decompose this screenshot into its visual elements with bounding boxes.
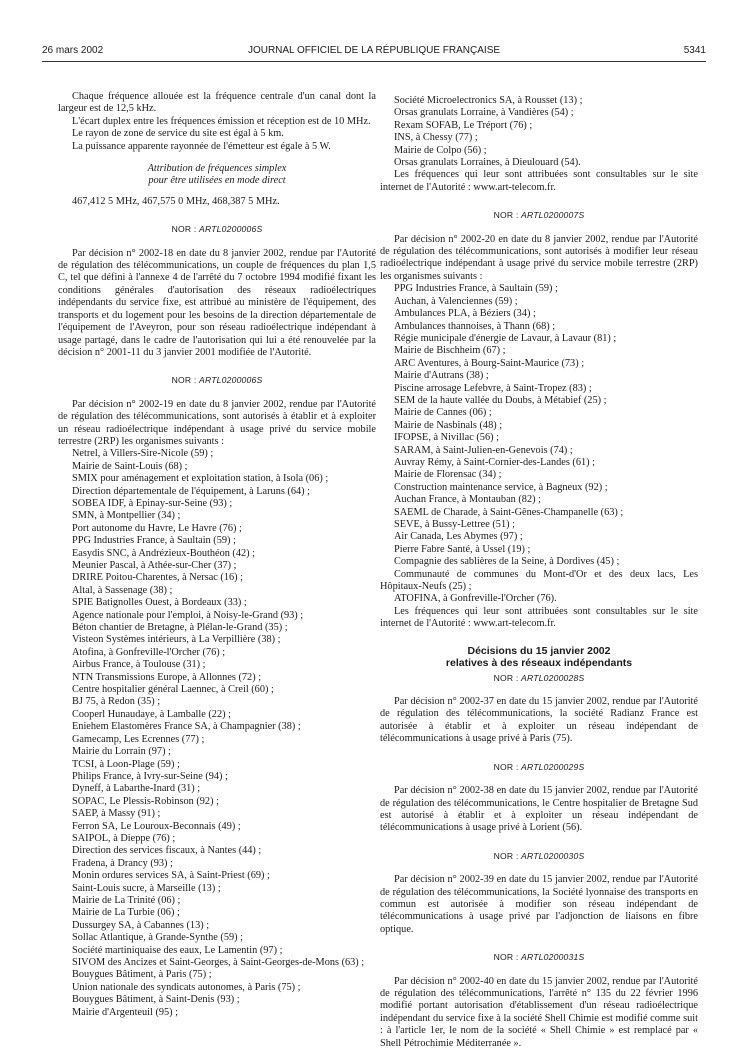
list-item: Bouygues Bâtiment, à Saint-Denis (93) ; bbox=[72, 994, 240, 1006]
nor-label: NOR : bbox=[171, 375, 197, 386]
header-journal-title: JOURNAL OFFICIEL DE LA RÉPUBLIQUE FRANÇAISE bbox=[247, 45, 501, 56]
decision-paragraph: Par décision n° 2002-38 en date du 15 janvier 2002, rendue par l'Autorité de régulation des télécommunications, le Centre hospitalier de Bretagne Sud est autorisé à établir et à exploiter un réseau indépendant de télécommunications à usage privé à Lorient (56). bbox=[380, 785, 698, 834]
frequency-note: Les fréquences qui leur sont attribuées sont consultables sur le site internet de l'Autorité : www.art-telecom.fr. bbox=[380, 169, 698, 193]
list-item: IFOPSE, à Nivillac (56) ; bbox=[394, 432, 499, 444]
header-page-number: 5341 bbox=[683, 45, 706, 56]
list-item: INS, à Chessy (77) ; bbox=[394, 132, 478, 144]
list-item: BJ 75, à Redon (35) ; bbox=[72, 696, 161, 708]
list-item: Centre hospitalier général Laennec, à Creil (60) ; bbox=[72, 684, 274, 696]
intro-paragraph: Chaque fréquence allouée est la fréquence centrale d'un canal dont la largeur est de 12,5 kHz. bbox=[58, 91, 376, 115]
nor-label: NOR : bbox=[493, 850, 519, 861]
nor-reference bbox=[380, 672, 698, 684]
list-item: SEM de la haute vallée du Doubs, à Métabief (25) ; bbox=[394, 394, 607, 406]
list-item: Cooperl Hunaudaye, à Lamballe (22) ; bbox=[72, 708, 231, 720]
list-item: SMIX pour aménagement et exploitation station, à Isola (06) ; bbox=[72, 473, 329, 485]
list-item: Mairie de Bischheim (67) ; bbox=[394, 345, 506, 357]
attribution-title bbox=[58, 163, 376, 188]
decision-paragraph: Par décision n° 2002-39 en date du 15 janvier 2002, rendue par l'Autorité de régulation des télécommunications, la Société lyonnaise des transports en commun est autorisée à modifier son réseau indépendant de télécommunications à usage privé par l'adjonction de liaisons en fibre optique. bbox=[380, 874, 698, 935]
list-item: Mairie d'Argenteuil (95) ; bbox=[72, 1006, 179, 1018]
list-item: Port autonome du Havre, Le Havre (76) ; bbox=[72, 522, 242, 534]
list-item: Pierre Fabre Santé, à Ussel (19) ; bbox=[394, 543, 531, 555]
list-item: Mairie du Lorrain (97) ; bbox=[72, 746, 171, 758]
list-item: Sollac Atlantique, à Grande-Synthe (59) ; bbox=[72, 932, 243, 944]
list-item: Auchan France, à Montauban (82) ; bbox=[394, 494, 541, 506]
nor-code: ARTL0200007S bbox=[521, 210, 585, 221]
nor-label: NOR : bbox=[171, 224, 197, 235]
nor-code: ARTL0200006S bbox=[199, 224, 263, 235]
list-item: SEVE, à Bussy-Lettree (51) ; bbox=[394, 519, 515, 530]
list-item: Gamecamp, Les Ecrennes (77) ; bbox=[72, 733, 205, 745]
nor-reference bbox=[58, 223, 376, 235]
list-item: ATOFINA, à Gonfreville-l'Orcher (76). bbox=[394, 593, 557, 605]
frequency-note: Les fréquences qui leur sont attribuées sont consultables sur le site internet de l'Autorité : www.art-telecom.fr. bbox=[380, 605, 698, 630]
decision-paragraph: Par décision n° 2002-18 en date du 8 janvier 2002, rendue par l'Autorité de régulation des télécommunications, un couple de fréquences du plan 1,5 C, tel que défini à l'annexe 4 de l'arrêté du 7 octobre 1994 modifié fixant les conditions générales d'autorisation des réseaux radioélectriques indépendants du service fixe, est attribué au ministère de l'équipement, des transports et du logement pour les besoins de la direction départementale de l'équipement de l'Aveyron, pour son réseau radioélectrique indépendant à usage partagé, dans le cadre de l'autorisation qui lui a été renouvelée par la décision n° 2001-11 du 3 janvier 2001 modifiée de l'Autorité. bbox=[58, 247, 376, 358]
nor-code: ARTL0200029S bbox=[521, 761, 585, 772]
list-item: Compagnie des sablières de la Seine, à Dordives (45) ; bbox=[394, 556, 620, 568]
nor-reference bbox=[380, 761, 698, 773]
list-item: Mairie de La Turbie (06) ; bbox=[72, 907, 180, 919]
list-item: Saint-Louis sucre, à Marseille (13) ; bbox=[72, 882, 221, 894]
list-item: Béton chantier de Bretagne, à Plélan-le-Grand (35) ; bbox=[72, 622, 288, 634]
list-item: Mairie de Cannes (06) ; bbox=[394, 407, 492, 419]
list-item: Auvray Rémy, à Saint-Cornier-des-Landes (61) ; bbox=[394, 456, 596, 468]
list-item: Mairie d'Autrans (38) ; bbox=[394, 370, 489, 382]
list-item: Agence nationale pour l'emploi, à Noisy-le-Grand (93) ; bbox=[72, 609, 304, 621]
nor-code: ARTL0200031S bbox=[521, 952, 585, 963]
list-item: Ambulances thannoises, à Thann (68) ; bbox=[394, 320, 556, 332]
list-item: Communauté de communes du Mont-d'Or et des deux lacs, Les Hôpitaux-Neufs (25) ; bbox=[380, 568, 698, 593]
list-item: Direction départementale de l'équipement, à Laruns (64) ; bbox=[72, 485, 311, 497]
list-item: Air Canada, Les Abymes (97) ; bbox=[394, 531, 523, 543]
list-item: SOPAC, Le Plessis-Robinson (92) ; bbox=[72, 795, 219, 807]
list-item: SOBEA IDF, à Epinay-sur-Seine (93) ; bbox=[72, 497, 233, 509]
intro-paragraph: La puissance apparente rayonnée de l'émetteur est égale à 5 W. bbox=[72, 140, 331, 152]
list-item: Eniehem Elastomères France SA, à Champagnier (38) ; bbox=[72, 721, 301, 733]
nor-label: NOR : bbox=[493, 672, 519, 683]
list-item: SAIPOL, à Dieppe (76) ; bbox=[72, 832, 176, 844]
nor-reference bbox=[380, 850, 698, 862]
list-item: Auchan, à Valenciennes (59) ; bbox=[394, 295, 518, 307]
list-item: Monin ordures services SA, à Saint-Priest (69) ; bbox=[72, 870, 270, 882]
section-title-line: Décisions du 15 janvier 2002 bbox=[467, 644, 611, 657]
list-item: Orsas granulats Lorraine, à Vandières (54) ; bbox=[394, 107, 574, 119]
list-item: Piscine arrosage Lefebvre, à Saint-Tropez (83) ; bbox=[394, 382, 592, 394]
list-item: Construction maintenance service, à Bagneux (92) ; bbox=[394, 481, 608, 493]
list-item: SAEP, à Massy (91) ; bbox=[72, 808, 161, 820]
nor-label: NOR : bbox=[493, 761, 519, 772]
list-item: Dyneff, à Labarthe-Inard (31) ; bbox=[72, 783, 201, 795]
list-item: Régie municipale d'énergie de Lavaur, à Lavaur (81) ; bbox=[394, 332, 617, 344]
header-date: 26 mars 2002 bbox=[42, 45, 104, 56]
list-item: Easydis SNC, à Andrézieux-Bouthéon (42) ; bbox=[72, 547, 256, 559]
list-item: Bouygues Bâtiment, à Paris (75) ; bbox=[72, 969, 212, 981]
list-item: Société martiniquaise des eaux, Le Lamentin (97) ; bbox=[72, 944, 283, 956]
list-item: Dussurgey SA, à Cabannes (13) ; bbox=[72, 919, 210, 931]
list-item: DRIRE Poitou-Charentes, à Nersac (16) ; bbox=[72, 572, 243, 584]
attribution-title-line: Attribution de fréquences simplex bbox=[147, 163, 287, 175]
decision-paragraph: Par décision n° 2002-19 en date du 8 janvier 2002, rendue par l'Autorité de régulation des télécommunications, sont autorisés à établir et à exploiter un réseau radioélectrique indépendant à usage privé du service mobile terrestre (2RP) les organismes suivants : bbox=[58, 398, 376, 447]
nor-code: ARTL0200028S bbox=[521, 672, 585, 683]
list-item: Mairie de Florensac (34) ; bbox=[394, 469, 502, 481]
organism-list-continued bbox=[380, 95, 698, 169]
frequency-list: 467,412 5 MHz, 467,575 0 MHz, 468,387 5 MHz. bbox=[72, 195, 280, 207]
list-item: SAEML de Charade, à Saint-Gênes-Champanelle (63) ; bbox=[394, 506, 624, 518]
list-item: Netrel, à Villers-Sire-Nicole (59) ; bbox=[72, 448, 214, 460]
nor-label: NOR : bbox=[493, 952, 519, 963]
list-item: Visteon Systèmes intérieurs, à La Verpillière (38) ; bbox=[72, 634, 281, 646]
section-title bbox=[380, 645, 698, 670]
nor-code: ARTL0200006S bbox=[199, 375, 263, 386]
organism-list bbox=[380, 283, 698, 606]
list-item: Mairie de Nasbinals (48) ; bbox=[394, 419, 503, 431]
page-header bbox=[42, 45, 706, 59]
list-item: Meunier Pascal, à Athée-sur-Cher (37) ; bbox=[72, 560, 237, 571]
nor-reference bbox=[380, 209, 698, 221]
list-item: Philips France, à Ivry-sur-Seine (94) ; bbox=[72, 770, 228, 782]
list-item: Rexam SOFAB, Le Tréport (76) ; bbox=[394, 119, 533, 131]
list-item: Altal, à Sassenage (38) ; bbox=[72, 584, 173, 596]
list-item: Mairie de La Trinité (06) ; bbox=[72, 894, 181, 906]
list-item: Orsas granulats Lorraines, à Dieulouard (54). bbox=[394, 157, 581, 169]
list-item: NTN Transmissions Europe, à Allonnes (72) ; bbox=[72, 671, 262, 683]
list-item: SIVOM des Ancizes et Saint-Georges, à Saint-Georges-de-Mons (63) ; bbox=[72, 957, 365, 968]
header-rule bbox=[42, 61, 706, 62]
nor-label: NOR : bbox=[493, 210, 519, 221]
nor-reference bbox=[58, 374, 376, 386]
list-item: Ambulances PLA, à Béziers (34) ; bbox=[394, 308, 536, 320]
list-item: Ferron SA, Le Louroux-Beconnais (49) ; bbox=[72, 820, 241, 832]
list-item: Atofina, à Gonfreville-l'Orcher (76) ; bbox=[72, 646, 226, 658]
decision-paragraph: Par décision n° 2002-20 en date du 8 janvier 2002, rendue par l'Autorité de régulation des télécommunications, sont autorisés à modifier leur réseau radioélectrique indépendant à usage privé du service mobile terrestre (2RP) les organismes suivants : bbox=[380, 233, 698, 282]
intro-paragraph: L'écart duplex entre les fréquences émission et réception est de 10 MHz. bbox=[72, 115, 371, 127]
organism-list bbox=[58, 448, 376, 1019]
list-item: SPIE Batignolles Ouest, à Bordeaux (33) ; bbox=[72, 597, 247, 609]
list-item: SARAM, à Saint-Julien-en-Genevois (74) ; bbox=[394, 444, 573, 456]
list-item: TCSI, à Loon-Plage (59) ; bbox=[72, 758, 180, 770]
left-column bbox=[58, 91, 376, 1019]
list-item: SMN, à Montpellier (34) ; bbox=[72, 510, 181, 522]
list-item: Fradena, à Drancy (93) ; bbox=[72, 857, 173, 869]
list-item: Airbus France, à Toulouse (31) ; bbox=[72, 659, 206, 671]
decision-paragraph: Par décision n° 2002-37 en date du 15 janvier 2002, rendue par l'Autorité de régulation des télécommunications, la société Radianz France est autorisée à établir et à exploiter un réseau indépendant de télécommunications à usage privé à Paris (75). bbox=[380, 696, 698, 745]
section-title-line: relatives à des réseaux indépendants bbox=[445, 657, 633, 670]
list-item: Direction des services fiscaux, à Nantes (44) ; bbox=[72, 845, 262, 857]
list-item: ARC Aventures, à Bourg-Saint-Maurice (73) ; bbox=[394, 357, 585, 369]
list-item: PPG Industries France, à Saultain (59) ; bbox=[394, 283, 558, 295]
nor-reference bbox=[380, 951, 698, 963]
list-item: Mairie de Saint-Louis (68) ; bbox=[72, 460, 188, 472]
nor-code: ARTL0200030S bbox=[521, 850, 585, 861]
right-column bbox=[380, 95, 698, 1050]
decision-paragraph: Par décision n° 2002-40 en date du 15 janvier 2002, rendue par l'Autorité de régulation des télécommunications, l'arrêté n° 135 du 22 février 1996 modifié portant autorisation d'établissement d'un réseau radioélectrique indépendant du service fixe à la société Shell Chimie est modifié comme suit : à l'article 1er, le nom de la société « Shell Chimie » est remplacé par « Shell Pétrochimie Méditerranée ». bbox=[380, 975, 698, 1049]
list-item: PPG Industries France, à Saultain (59) ; bbox=[72, 535, 236, 547]
list-item: Union nationale des syndicats autonomes, à Paris (75) ; bbox=[72, 981, 301, 993]
list-item: Société Microelectronics SA, à Rousset (13) ; bbox=[394, 95, 583, 106]
intro-paragraph: Le rayon de zone de service du site est égal à 5 km. bbox=[72, 128, 284, 140]
attribution-title-line: pour être utilisées en mode direct bbox=[148, 175, 286, 187]
list-item: Mairie de Colpo (56) ; bbox=[394, 144, 487, 156]
